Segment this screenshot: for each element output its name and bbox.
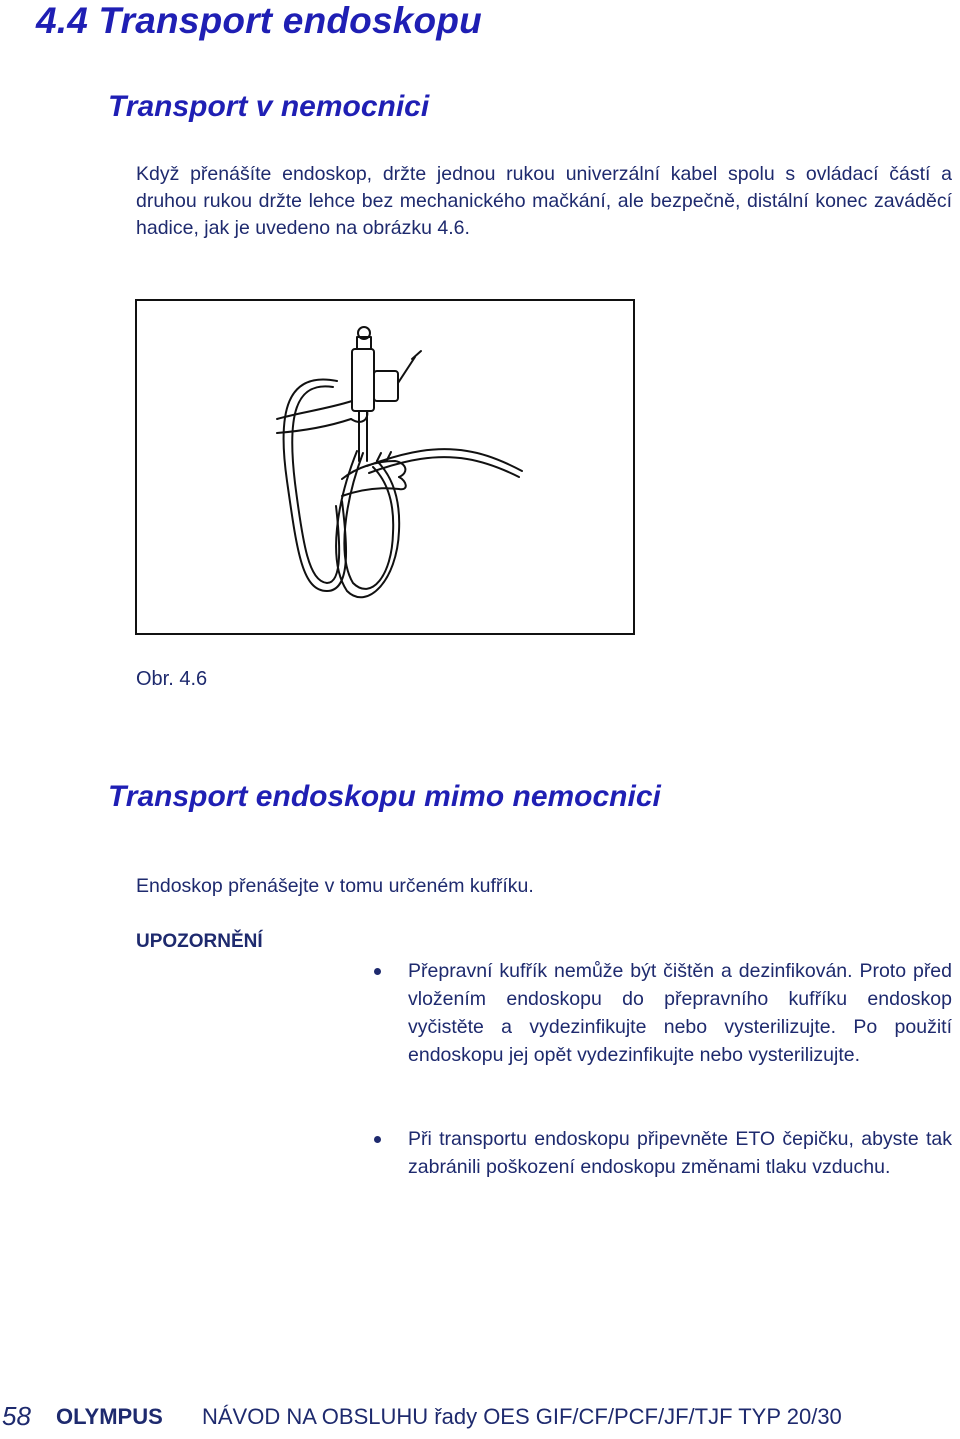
- subsection-title-outside-hospital: Transport endoskopu mimo nemocnici: [108, 780, 661, 813]
- figure-caption: Obr. 4.6: [136, 668, 208, 690]
- footer-manual-title: NÁVOD NA OBSLUHU řady OES GIF/CF/PCF/JF/TJF TYP 20/30: [202, 1404, 842, 1429]
- bullet-icon: [374, 968, 381, 975]
- warning-label: UPOZORNĚNÍ: [136, 931, 263, 952]
- paragraph-outside-transport: Endoskop přenášejte v tomu určeném kufříku.: [136, 875, 534, 897]
- figure-4-6: [135, 299, 635, 635]
- footer-brand: OLYMPUS: [56, 1404, 163, 1429]
- page-number: 58: [2, 1401, 31, 1431]
- endoscope-handling-illustration: [137, 301, 633, 633]
- paragraph-hospital-transport: Když přenášíte endoskop, držte jednou rukou univerzální kabel spolu s ovládací částí a druhou rukou držte lehce bez mechanického mačkání, ale bezpečně, distální konec zaváděcí hadice, jak je uvedeno na obrázku 4.6.: [136, 163, 952, 239]
- bullet-icon: [374, 1136, 381, 1143]
- warning-item-1: Přepravní kufřík nemůže být čištěn a dezinfikován. Proto před vložením endoskopu do přepravního kufříku endoskop vyčistěte a vydezinfikujte nebo vysterilizujte. Po použití endoskopu jej opět vydezinfikujte nebo vysterilizujte.: [408, 960, 952, 1066]
- warning-item-2: Při transportu endoskopu připevněte ETO čepičku, abyste tak zabránili poškození endoskopu změnami tlaku vzduchu.: [408, 1128, 952, 1178]
- section-title: 4.4 Transport endoskopu: [36, 0, 482, 41]
- subsection-title-hospital: Transport v nemocnici: [108, 90, 430, 123]
